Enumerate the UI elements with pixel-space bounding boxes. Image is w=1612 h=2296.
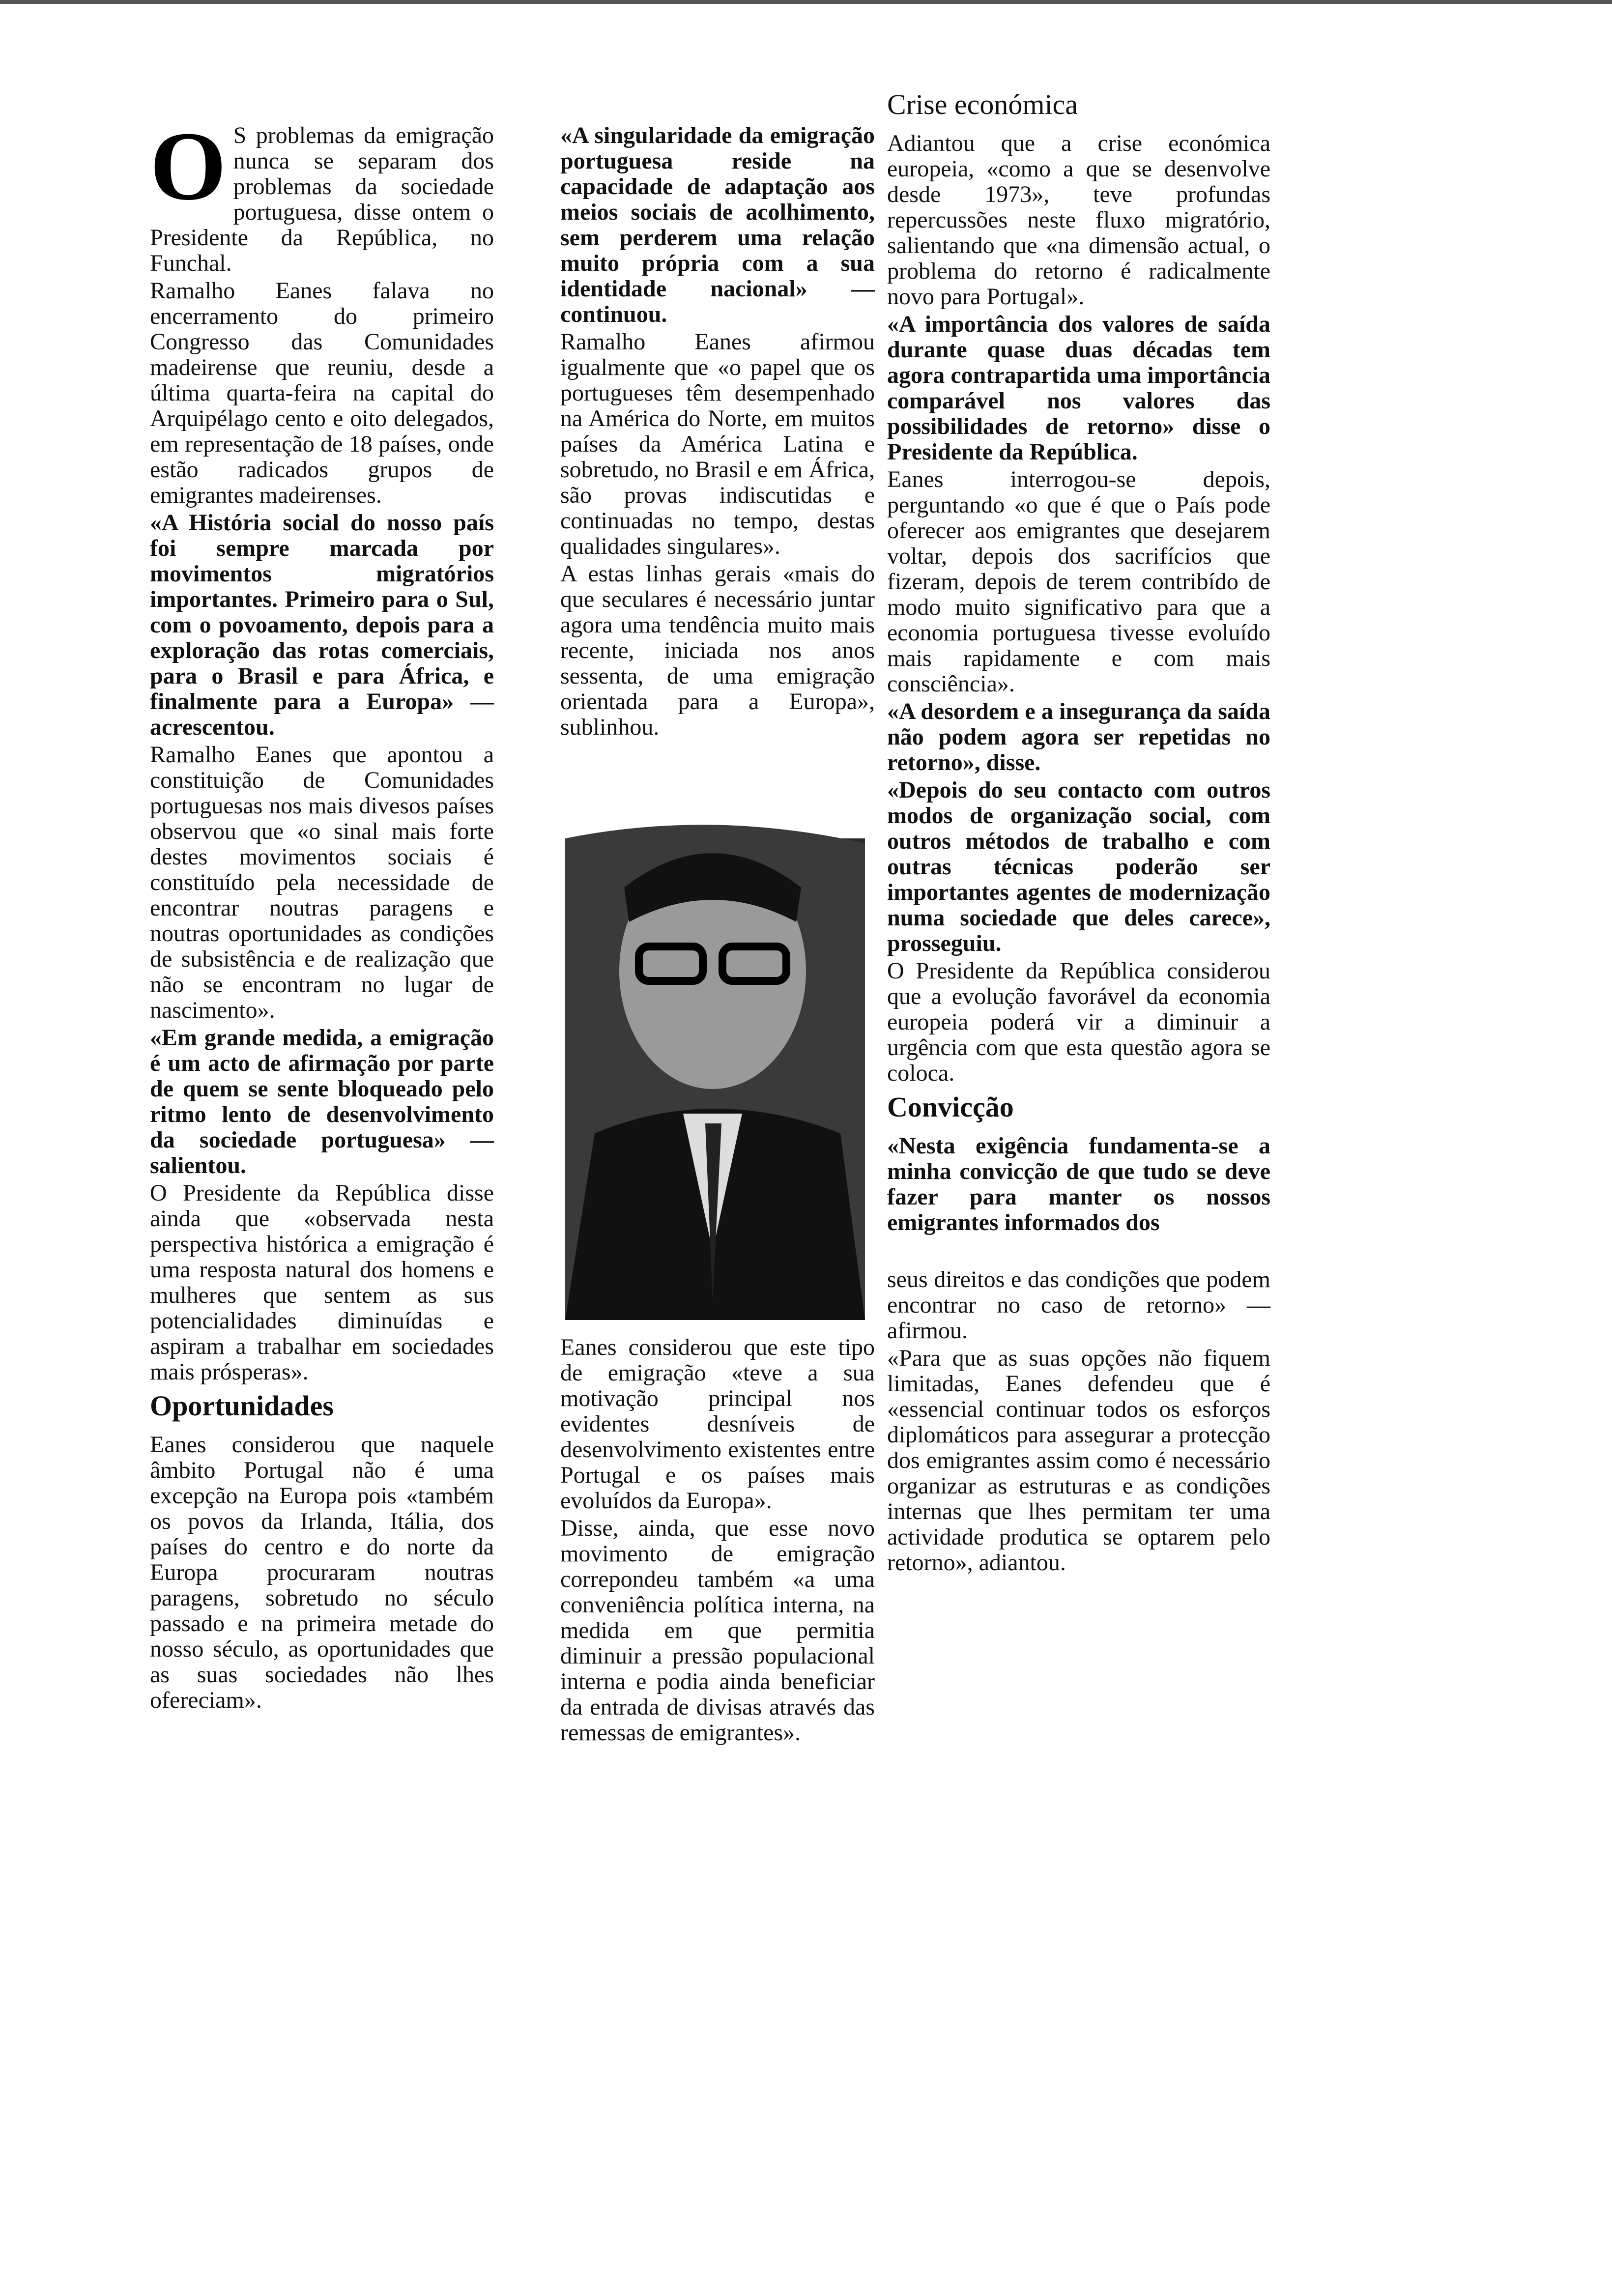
quote-paragraph: «A singularidade da emigração portuguesa reside na capacidade de adaptação aos meios sociais de acolhimento, sem perderem uma relação muito própria com a sua identidade nacional» — continuou. <box>560 122 875 327</box>
paragraph: Adiantou que a crise económica europeia, «como a que se desenvolve desde 1973», teve profundas repercussões neste fluxo migratório, salientando que «na dimensão actual, o problema do retorno é radicalmente novo para Portugal». <box>887 130 1270 310</box>
paragraph: Ramalho Eanes que apontou a constituição de Comunidades portuguesas nos mais divesos países observou que «o sinal mais forte destes movimentos sociais é constituído pela necessidade de encontrar noutras paragens e noutras oportunidades as condições de subsistência e de realização que não se encontram no lugar de nascimento». <box>150 742 494 1023</box>
subhead-conviccao: Convicção <box>887 1091 1014 1123</box>
column-3 <box>887 84 1270 1578</box>
paragraph: Eanes considerou que naquele âmbito Portugal não é uma excepção na Europa pois «também os povos da Irlanda, Itália, dos países do centro e do norte da Europa procuraram noutras paragens, sobretudo no século passado e na primeira metade do nosso século, as oportunidades que as suas sociedades não lhes ofereciam». <box>150 1432 494 1713</box>
quote-paragraph: «A História social do nosso país foi sempre marcada por movimentos migratórios importantes. Primeiro para o Sul, com o povoamento, depois para a exploração das rotas comerciais, para o Brasil e para África, e finalmente para a Europa» — acrescentou. <box>150 510 494 740</box>
paragraph: Eanes interrogou-se depois, perguntando «o que é que o País pode oferecer aos emigrantes que desejarem voltar, depois dos sacrifícios que fizeram, depois de terem contribído de modo muito significativo para que a economia portuguesa tivesse evoluído mais rapidamente e com mais consciência». <box>887 466 1270 697</box>
subhead-crise: Crise económica <box>887 88 1078 120</box>
paragraph: seus direitos e das condições que podem encontrar no caso de retorno» — afirmou. <box>887 1266 1270 1344</box>
intro-paragraph <box>150 112 494 276</box>
portrait-photo <box>565 760 865 1320</box>
paragraph: A estas linhas gerais «mais do que seculares é necessário juntar agora uma tendência muito mais recente, iniciada nos anos sessenta, de uma emigração orientada para a Europa», sublinhou. <box>560 561 875 740</box>
subhead-oportunidades: Oportunidades <box>150 1390 334 1422</box>
column-2 <box>560 123 875 1748</box>
top-border-line <box>0 0 1612 4</box>
quote-paragraph: «Em grande medida, a emigração é um acto de afirmação por parte de quem se sente bloqueado pelo ritmo lento de desenvolvimento da sociedade portuguesa» — salientou. <box>150 1025 494 1178</box>
paragraph: Disse, ainda, que esse novo movimento de emigração correpondeu também «a uma conveniência política interna, na medida em que permitia diminuir a pressão populacional interna e podia ainda beneficiar da entrada de divisas através das remessas de emigrantes». <box>560 1515 875 1746</box>
paragraph: «Para que as suas opções não fiquem limitadas, Eanes defendeu que é «essencial continuar todos os esforços diplomáticos para assegurar a protecção dos emigrantes assim como é necessário organizar as estruturas e as condições internas que lhes permitam ter uma actividade produtica se optarem pelo retorno», adiantou. <box>887 1345 1270 1576</box>
quote-paragraph: «A importância dos valores de saída durante quase duas décadas tem agora contrapartida uma importância comparável nos valores das possibilidades de retorno» disse o Presidente da República. <box>887 311 1270 465</box>
quote-paragraph: «Nesta exigência fundamenta-se a minha convicção de que tudo se deve fazer para manter os nossos emigrantes informados dos <box>887 1133 1270 1235</box>
intro-text: S problemas da emigração nunca se separam dos problemas da sociedade portuguesa, disse ontem o Presidente da República, no Funchal. <box>150 122 494 276</box>
paragraph: Ramalho Eanes falava no encerramento do primeiro Congresso das Comunidades madeirense que reuniu, desde a última quarta-feira na capital do Arquipélago cento e oito delegados, em representação de 18 países, onde estão radicados grupos de emigrantes madeirenses. <box>150 278 494 508</box>
quote-paragraph: «Depois do seu contacto com outros modos de organização social, com outros métodos de trabalho e com outras técnicas poderão ser importantes agentes de modernização numa sociedade que deles carece», prosseguiu. <box>887 777 1270 956</box>
dropcap: O <box>150 112 227 221</box>
portrait-image <box>565 760 865 1320</box>
column-1 <box>150 112 494 1715</box>
quote-paragraph: «A desordem e a insegurança da saída não podem agora ser repetidas no retorno», disse. <box>887 698 1270 775</box>
paragraph: Eanes considerou que este tipo de emigração «teve a sua motivação principal nos evidentes desníveis de desenvolvimento existentes entre Portugal e os países mais evoluídos da Europa». <box>560 1334 875 1514</box>
spacer <box>887 1237 1270 1267</box>
paragraph: O Presidente da República disse ainda que «observada nesta perspectiva histórica a emigração é uma resposta natural dos homens e mulheres que sentem as sus potencialidades diminuídas e aspiram a trabalhar em sociedades mais prósperas». <box>150 1180 494 1385</box>
paragraph: Ramalho Eanes afirmou igualmente que «o papel que os portugueses têm desempenhado na América do Norte, em muitos países da América Latina e sobretudo, no Brasil e em África, são provas indiscutidas e continuadas no tempo, destas qualidades singulares». <box>560 329 875 559</box>
paragraph: O Presidente da República considerou que a evolução favorável da economia europeia poderá vir a diminuir a urgência com que esta questão agora se coloca. <box>887 958 1270 1086</box>
